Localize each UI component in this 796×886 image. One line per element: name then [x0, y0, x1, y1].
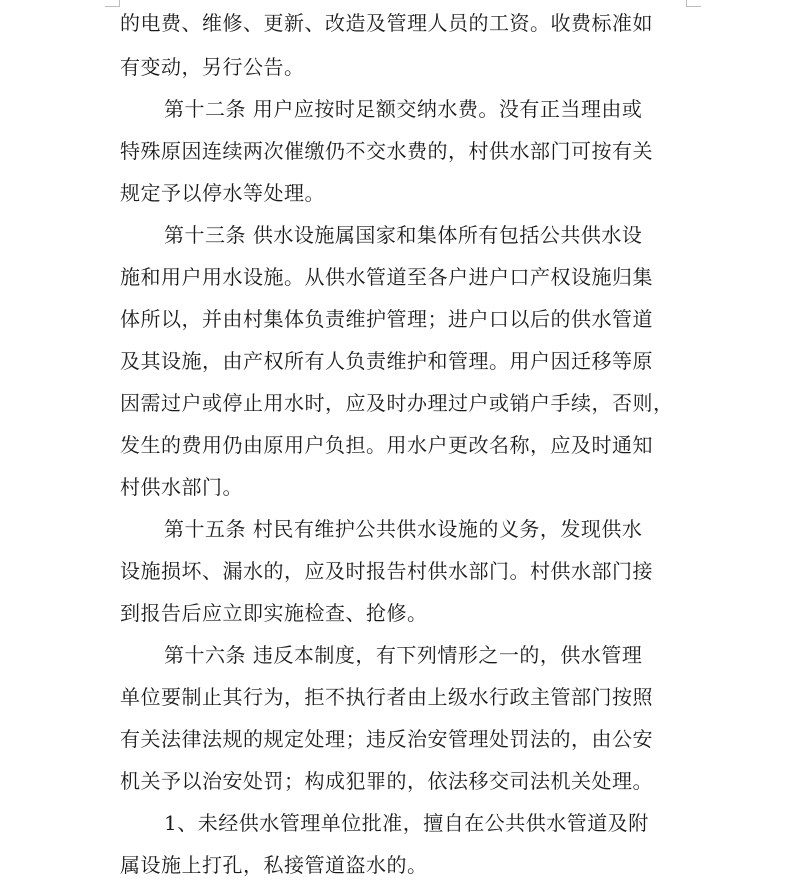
- article-12-heading-line: 第十二条 用户应按时足额交纳水费。没有正当理由或: [164, 97, 643, 121]
- text-line: 体所以，并由村集体负责维护管理；进户口以后的供水管道: [120, 307, 653, 331]
- text-line: 有变动，另行公告。: [120, 55, 305, 79]
- text-line: 有关法律法规的规定处理；违反治安管理处罚法的，由公安: [120, 727, 653, 751]
- page-corner-mark-right: [686, 0, 701, 7]
- text-line: 村供水部门。: [120, 475, 243, 499]
- document-body[interactable]: [120, 0, 676, 886]
- text-line: 及其设施，由产权所有人负责维护和管理。用户因迁移等原: [120, 349, 653, 373]
- article-15-heading-line: 第十五条 村民有维护公共供水设施的义务，发现供水: [164, 517, 643, 541]
- text-line: 到报告后应立即实施检查、抢修。: [120, 601, 428, 625]
- text-line: 设施损坏、漏水的，应及时报告村供水部门。村供水部门接: [120, 559, 653, 583]
- page-corner-mark-left: [105, 0, 120, 7]
- text-line: 施和用户用水设施。从供水管道至各户进户口产权设施归集: [120, 265, 653, 289]
- text-line: 特殊原因连续两次催缴仍不交水费的，村供水部门可按有关: [120, 139, 653, 163]
- text-line: 因需过户或停止用水时，应及时办理过户或销户手续，否则，: [120, 391, 674, 415]
- text-line: 规定予以停水等处理。: [120, 181, 325, 205]
- text-line: 属设施上打孔，私接管道盗水的。: [120, 853, 428, 877]
- text-line: 的电费、维修、更新、改造及管理人员的工资。收费标准如: [120, 11, 653, 35]
- article-16-heading-line: 第十六条 违反本制度，有下列情形之一的，供水管理: [164, 643, 643, 667]
- text-line: 单位要制止其行为，拒不执行者由上级水行政主管部门按照: [120, 685, 653, 709]
- text-line: 发生的费用仍由原用户负担。用水户更改名称，应及时通知: [120, 433, 653, 457]
- article-13-heading-line: 第十三条 供水设施属国家和集体所有包括公共供水设: [164, 223, 643, 247]
- text-line: 机关予以治安处罚；构成犯罪的，依法移交司法机关处理。: [120, 769, 653, 793]
- list-item-1-line: 1、未经供水管理单位批准，擅自在公共供水管道及附: [164, 811, 649, 835]
